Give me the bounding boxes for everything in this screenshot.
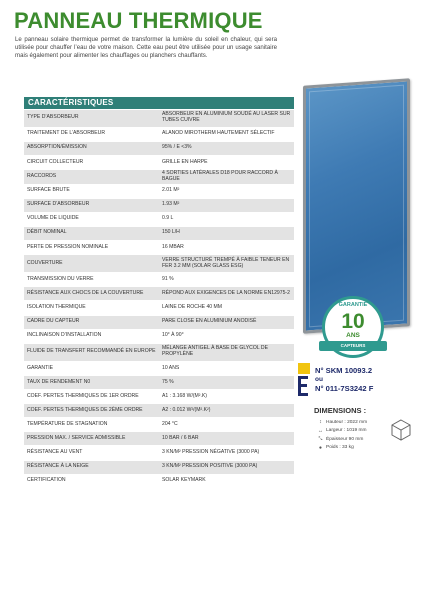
table-row [24, 155, 294, 169]
spec-value: A1 : 3.168 W/(M².K) [159, 390, 294, 404]
table-row [24, 109, 294, 127]
spec-label: SURFACE BRUTE [24, 184, 159, 198]
spec-value: PARE CLOSE EN ALUMINIUM ANODISÉ [159, 315, 294, 329]
spec-table-title: CARACTÉRISTIQUES [24, 97, 294, 109]
table-row [24, 418, 294, 432]
spec-value: MÉLANGE ANTIGEL À BASE DE GLYCOL DE PROPYLÈNE [159, 343, 294, 361]
spec-label: TRAITEMENT DE L’ABSORBEUR [24, 127, 159, 141]
dimension-thickness: Épaisseur 90 mm [326, 436, 364, 442]
table-row [24, 432, 294, 446]
certification-block [315, 366, 425, 394]
warranty-badge-years: 10 [341, 310, 365, 333]
spec-label: RÉSISTANCE AUX CHOCS DE LA COUVERTURE [24, 287, 159, 301]
spec-label: COEF. PERTES THERMIQUES DE 2ÈME ORDRE [24, 404, 159, 418]
spec-label: COEF. PERTES THERMIQUES DE 1ER ORDRE [24, 390, 159, 404]
spec-label: INCLINAISON D’INSTALLATION [24, 329, 159, 343]
spec-value: 91 % [159, 273, 294, 287]
dimension-width: Largeur : 1019 mm [326, 428, 367, 434]
warranty-badge-ribbon: CAPTEURS [319, 341, 387, 351]
spec-value: 0.9 L [159, 212, 294, 226]
spec-value: 204 °C [159, 418, 294, 432]
spec-value: RÉPOND AUX EXIGENCES DE LA NORME EN12975-2 [159, 287, 294, 301]
spec-value: ABSORBEUR EN ALUMINIUM SOUDÉ AU LASER SUR TUBES CUIVRE [159, 109, 294, 127]
spec-value: GRILLE EN HARPE [159, 155, 294, 169]
page-title: PANNEAU THERMIQUE [14, 8, 263, 33]
table-row [24, 343, 294, 361]
spec-label: TEMPÉRATURE DE STAGNATION [24, 418, 159, 432]
spec-label: COUVERTURE [24, 255, 159, 273]
table-row [24, 474, 294, 488]
table-row [24, 226, 294, 240]
certification-number-1: N° SKM 10093.2 [315, 366, 373, 375]
dimension-item [316, 418, 396, 427]
table-row [24, 287, 294, 301]
table-row [24, 184, 294, 198]
table-row [24, 404, 294, 418]
spec-value: 3 KN/M² PRESSION POSITIVE (3000 PA) [159, 460, 294, 474]
width-icon: ↔ [317, 427, 324, 434]
spec-value: 1.93 M² [159, 198, 294, 212]
spec-value: 4 SORTIES LATÉRALES D18 POUR RACCORD À BAGUE [159, 169, 294, 184]
table-row [24, 361, 294, 375]
spec-label: ISOLATION THERMIQUE [24, 301, 159, 315]
spec-value: 10 ANS [159, 361, 294, 375]
spec-value: 3 KN/M² PRESSION NÉGATIVE (3000 PA) [159, 446, 294, 460]
table-row [24, 390, 294, 404]
table-row [24, 375, 294, 389]
spec-value: 2.01 M² [159, 184, 294, 198]
spec-label: DÉBIT NOMINAL [24, 226, 159, 240]
dimension-item [316, 427, 396, 436]
thickness-icon: ⤡ [318, 435, 323, 442]
table-row [24, 446, 294, 460]
spec-label: TAUX DE RENDEMENT N0 [24, 375, 159, 389]
keymark-logo-top [298, 363, 310, 374]
dimension-item [316, 444, 396, 453]
table-row [24, 255, 294, 273]
dimensions-title: DIMENSIONS : [314, 406, 367, 415]
spec-value: 95% / E <3% [159, 141, 294, 155]
table-row [24, 240, 294, 254]
table-row [24, 460, 294, 474]
spec-label: VOLUME DE LIQUIDE [24, 212, 159, 226]
dimension-weight: Poids : 33 kg [326, 445, 354, 451]
height-icon: ↕ [319, 419, 322, 426]
table-row [24, 315, 294, 329]
spec-label: CIRCUIT COLLECTEUR [24, 155, 159, 169]
table-row [24, 141, 294, 155]
spec-label: TYPE D’ABSORBEUR [24, 109, 159, 127]
spec-value: 10° À 90° [159, 329, 294, 343]
spec-label: CADRE DU CAPTEUR [24, 315, 159, 329]
certification-number-2: N° 011-7S3242 F [315, 384, 374, 393]
keymark-logo-e [298, 376, 308, 396]
spec-value: A2 : 0.012 W²/(M².K²) [159, 404, 294, 418]
table-row [24, 169, 294, 184]
spec-value: 150 L/H [159, 226, 294, 240]
weight-icon: ● [318, 444, 323, 451]
table-row [24, 301, 294, 315]
table-row [24, 198, 294, 212]
spec-table [24, 97, 294, 489]
spec-label: GARANTIE [24, 361, 159, 375]
spec-label: PERTE DE PRESSION NOMINALE [24, 240, 159, 254]
table-row [24, 273, 294, 287]
spec-value: SOLAR KEYMARK [159, 474, 294, 488]
spec-label: FLUIDE DE TRANSFERT RECOMMANDÉ EN EUROPE [24, 343, 159, 361]
spec-label: RÉSISTANCE AU VENT [24, 446, 159, 460]
spec-value: ALANOD MIROTHERM HAUTEMENT SÉLECTIF [159, 127, 294, 141]
intro-paragraph: Le panneau solaire thermique permet de transformer la lumière du soleil en chaleur, qui sera utilisée pour chauffer l’eau de votre maison. Cette eau peut être utilisée pour un usage sanitaire mais également pour alimenter les chauffages ou planchers chauffants. [15, 36, 277, 60]
spec-label: ABSORPTION/ÉMISSION [24, 141, 159, 155]
spec-value: 16 MBAR [159, 240, 294, 254]
cube-dimensions-icon [389, 418, 413, 442]
warranty-badge-label: GARANTIE [338, 302, 368, 308]
spec-value: VERRE STRUCTURÉ TREMPÉ À FAIBLE TENEUR EN FER 3.2 MM (SOLAR GLASS ESG) [159, 255, 294, 273]
spec-label: TRANSMISSION DU VERRE [24, 273, 159, 287]
spec-value: 10 BAR / 6 BAR [159, 432, 294, 446]
spec-label: CERTIFICATION [24, 474, 159, 488]
table-row [24, 212, 294, 226]
spec-table-header [24, 97, 294, 109]
dimension-height: Hauteur : 2022 mm [326, 419, 368, 425]
table-row [24, 127, 294, 141]
spec-label: PRESSION MAX. / SERVICE ADMISSIBLE [24, 432, 159, 446]
spec-label: RÉSISTANCE À LA NEIGE [24, 460, 159, 474]
dimension-item [316, 435, 396, 444]
certification-or: ou [315, 376, 323, 383]
solar-keymark-logo [297, 362, 311, 398]
warranty-badge-unit: ANS [346, 332, 360, 339]
table-row [24, 329, 294, 343]
spec-value: LAINE DE ROCHE 40 MM [159, 301, 294, 315]
spec-value: 75 % [159, 375, 294, 389]
spec-label: RACCORDS [24, 169, 159, 184]
warranty-badge [322, 296, 384, 358]
dimensions-list [316, 418, 396, 452]
spec-label: SURFACE D’ABSORBEUR [24, 198, 159, 212]
